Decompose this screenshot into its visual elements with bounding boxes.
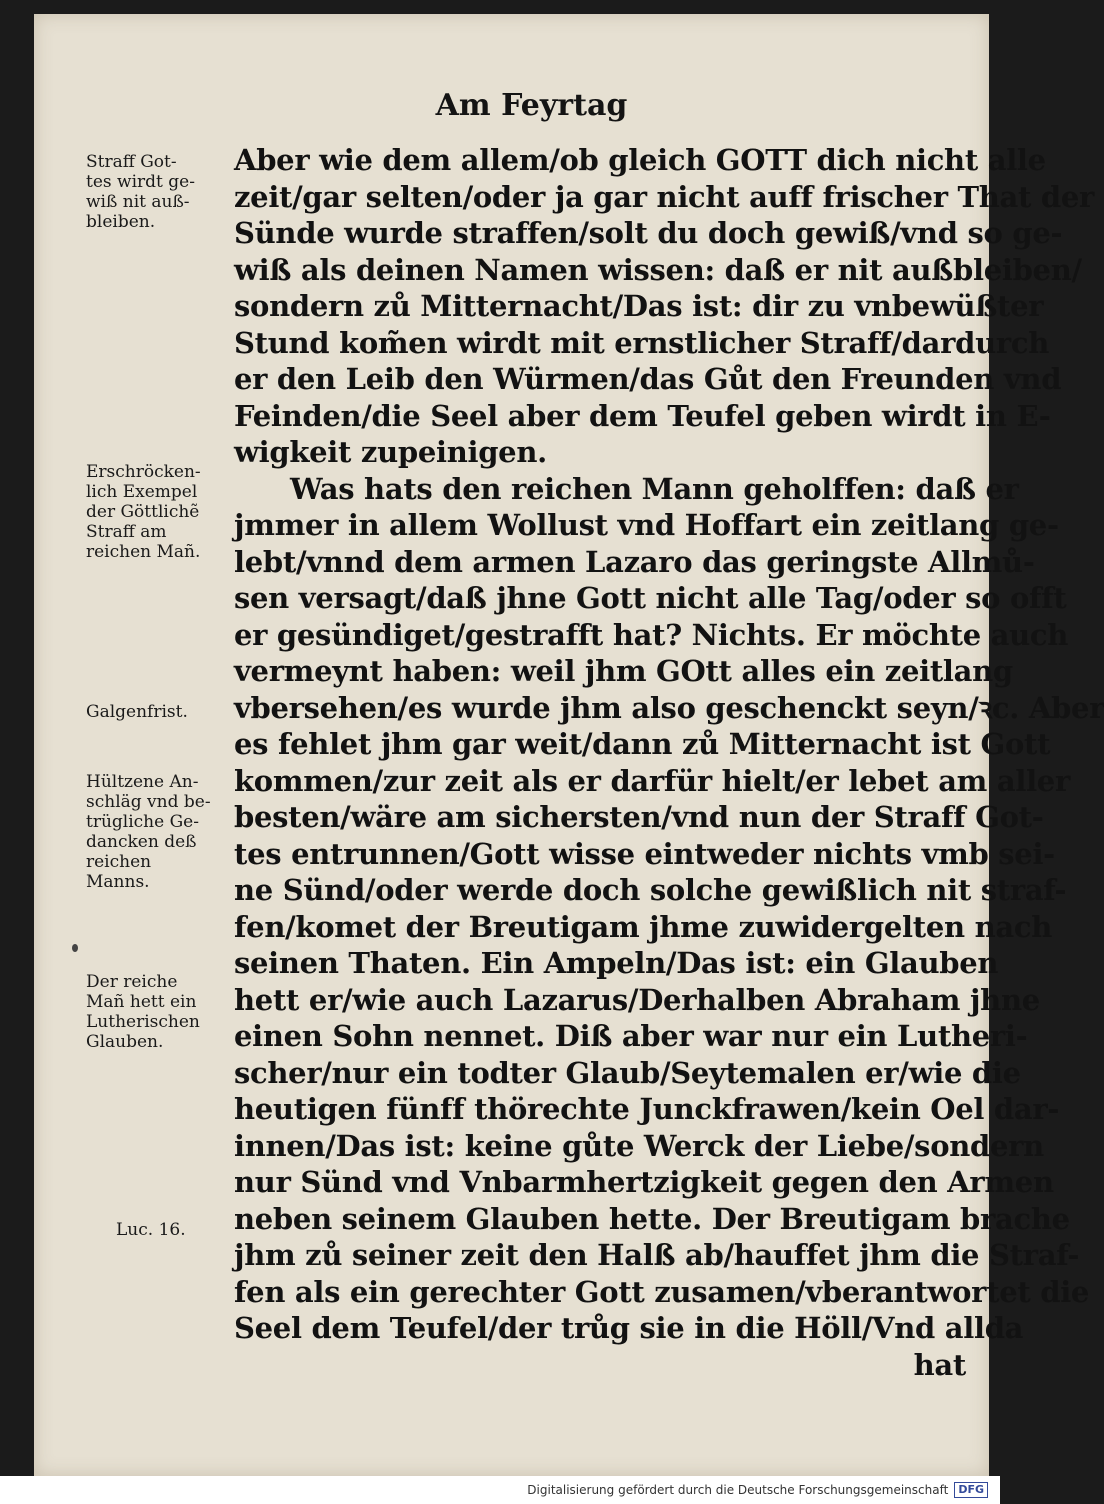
body-text (234, 142, 1104, 1383)
text-line: scher/nur ein todter Glaub/Seytemalen er/wie die (234, 1055, 1021, 1090)
text-line: vermeynt haben: weil jhm GOtt alles ein zeitlang (234, 654, 1013, 688)
text-line: zeit/gar selten/oder ja gar nicht auff frischer That der (234, 179, 1095, 214)
text-line: lebt/vnnd dem armen Lazaro das geringste Allmů- (234, 544, 1035, 579)
catchword: hat (913, 1347, 966, 1382)
text-line: Stund kom̃en wirdt mit ernstlicher Straff/dardurch (234, 325, 1049, 360)
text-line: es fehlet jhm gar weit/dann zů Mitternacht ist Gott (234, 727, 1051, 761)
text-line: sondern zů Mitternacht/Das ist: dir zu vnbewüßter (234, 289, 1044, 323)
text-line: tes entrunnen/Gott wisse eintweder nichts vmb sei- (234, 836, 1055, 871)
digitization-footer (0, 1476, 1000, 1504)
text-line: Seel dem Teufel/der trůg sie in die Höll/Vnd allda (234, 1311, 1024, 1345)
text-line: innen/Das ist: keine gůte Werck der Liebe/sondern (234, 1128, 1044, 1163)
margin-note: Erschröcken- lich Exempel der Göttlichẽ Straff am reichen Mañ. (86, 462, 201, 562)
text-line: Sünde wurde straffen/solt du doch gewiß/vnd so ge- (234, 216, 1063, 250)
margin-note: Luc. 16. (116, 1220, 186, 1240)
text-line: vbersehen/es wurde jhm also geschenckt seyn/ꝛc. Aber (234, 690, 1104, 725)
text-line: kommen/zur zeit als er darfür hielt/er lebet am aller (234, 763, 1070, 798)
text-line: sen versagt/daß jhne Gott nicht alle Tag/oder so offt (234, 581, 1067, 615)
text-line: ne Sünd/oder werde doch solche gewißlich nit straf- (234, 873, 1067, 907)
text-line: neben seinem Glauben hette. Der Breutigam brache (234, 1201, 1070, 1236)
text-line: fen als ein gerechter Gott zusamen/vberantwortet die (234, 1274, 1090, 1309)
text-line: hett er/wie auch Lazarus/Derhalben Abraham jhne (234, 982, 1040, 1017)
text-line: jmmer in allem Wollust vnd Hoffart ein zeitlang ge- (234, 508, 1059, 542)
text-line: Was hats den reichen Mann geholffen: daß er (290, 471, 1019, 506)
text-line: wigkeit zupeinigen. (234, 435, 547, 469)
text-line: jhm zů seiner zeit den Halß ab/hauffet jhm die Straf- (234, 1238, 1080, 1272)
text-line: seinen Thaten. Ein Ampeln/Das ist: ein Glauben (234, 946, 999, 980)
text-line: besten/wäre am sichersten/vnd nun der Straff Got- (234, 800, 1044, 834)
margin-note: Straff Got- tes wirdt ge- wiß nit auß- bleiben. (86, 152, 195, 232)
dfg-logo-icon: DFG (954, 1482, 988, 1498)
margin-note: Hültzene An- schläg vnd be- trügliche Ge- dancken deß reichen Manns. (86, 772, 211, 892)
margin-note: Der reiche Mañ hett ein Lutherischen Glauben. (86, 972, 200, 1052)
text-line: er gesündiget/gestrafft hat? Nichts. Er möchte auch (234, 617, 1069, 652)
text-line: wiß als deinen Namen wissen: daß er nit außbleiben/ (234, 252, 1082, 287)
text-line: nur Sünd vnd Vnbarmhertzigkeit gegen den Armen (234, 1165, 1054, 1199)
text-line: heutigen fünff thörechte Junckfrawen/kein Oel dar- (234, 1092, 1060, 1126)
text-line: Aber wie dem allem/ob gleich GOTT dich nicht alle (234, 143, 1046, 177)
text-line: Feinden/die Seel aber dem Teufel geben wirdt in E- (234, 398, 1051, 433)
text-line: fen/komet der Breutigam jhme zuwidergelten nach (234, 909, 1052, 944)
margin-note: Galgenfrist. (86, 702, 188, 722)
text-line: er den Leib den Würmen/das Gůt den Freunden vnd (234, 362, 1062, 396)
footer-credit-text: Digitalisierung gefördert durch die Deutsche Forschungsgemeinschaft (527, 1483, 949, 1497)
ink-spot (72, 944, 78, 952)
text-line: einen Sohn nennet. Diß aber war nur ein Lutheri- (234, 1019, 1028, 1053)
document-page (34, 14, 1104, 1476)
running-header: Am Feyrtag (435, 88, 628, 123)
